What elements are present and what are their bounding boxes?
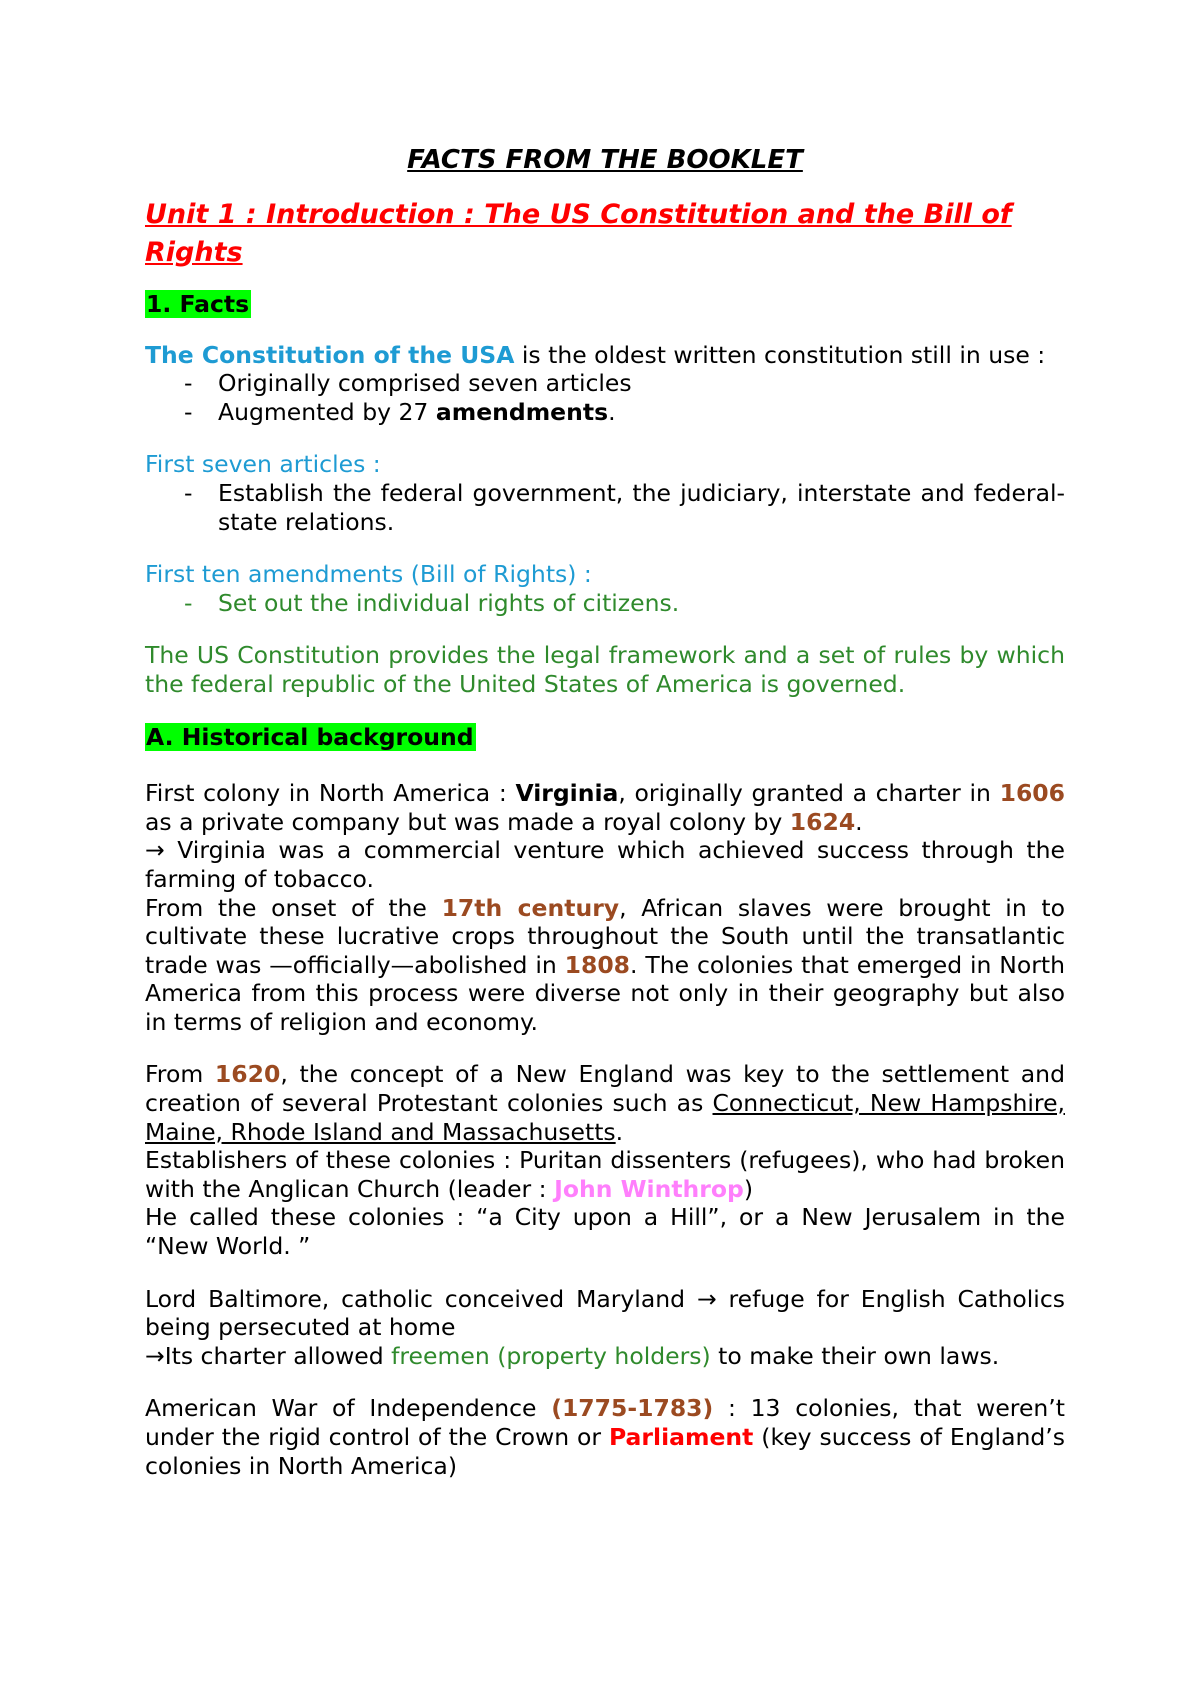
list-item [145,369,1065,398]
slavery-text-1: From the onset of the [145,893,442,922]
war-text-1: American War of Independence [145,1394,552,1423]
parliament-term: Parliament [608,1423,754,1451]
new-england-paragraph [145,1060,1065,1146]
bullet-dash: - [184,369,193,398]
facts-heading: 1. Facts [146,290,250,318]
year-1620: 1620 [214,1060,281,1089]
colonies-list: Connecticut, New Hampshire, Maine, Rhode Island and Massachusetts [145,1089,1065,1146]
slavery-text-3: . The colonies that emerged in North America from this process were diverse not only in their geography but also in terms of religion and economy. [145,950,1066,1036]
tobacco-paragraph: → Virginia was a commercial venture which achieved success through the farming of tobacco. [145,836,1065,893]
establishers-paragraph [145,1146,1065,1203]
ne-text-end: . [615,1117,624,1146]
year-1808: 1808 [564,950,631,979]
war-years: (1775-1783) [551,1394,714,1423]
city-upon-hill-paragraph: He called these colonies : “a City upon a Hill”, or a New Jerusalem in the “New World. ” [145,1203,1065,1261]
bullet-dash: - [184,397,193,426]
virginia-text-end: . [855,807,863,836]
document-title: FACTS FROM THE BOOKLET [407,145,803,175]
amendments-bullets [145,589,1065,618]
constitution-bullets [145,369,1065,426]
century-17th: 17th century [441,893,620,922]
ne-text-1: From [145,1060,215,1089]
ne-text-2: , the concept of a New England was key to the settlement and creation of several Protestant colonies such as [145,1060,1065,1118]
articles-label: First seven articles : [145,450,381,479]
list-item [145,398,1065,427]
articles-bullets [145,479,1065,536]
year-1624: 1624 [789,807,856,836]
constitution-paragraph [145,341,1065,370]
war-text-2: : 13 colonies, that weren’t under the rigid control of the Crown or [145,1394,1065,1451]
bullet-text: Establish the federal government, the judiciary, interstate and federal-state relations. [218,478,1065,536]
list-item [145,589,1065,618]
bullet-text-end: . [608,397,616,426]
charter-paragraph [145,1342,1065,1371]
bullet-dash: - [184,478,193,507]
amendments-label: First ten amendments (Bill of Rights) : [145,560,592,589]
year-1606: 1606 [999,779,1065,808]
john-winthrop: John Winthrop [554,1174,744,1203]
section-a-heading: A. Historical background [146,722,474,751]
charter-text-2: to make their own laws. [710,1341,1000,1370]
virginia-name: Virginia [515,779,619,808]
virginia-paragraph [145,779,1065,836]
war-paragraph [145,1394,1065,1480]
bullet-dash: - [184,588,193,617]
slavery-paragraph [145,894,1065,1037]
slavery-text-2: , African slaves were brought in to cultivate these lucrative crops throughout the South until the transatlantic trade was —officially—abolished in [145,893,1065,979]
freemen-term: freemen (property holders) [391,1341,711,1370]
bullet-text: Originally comprised seven articles [218,369,632,398]
establishers-text-end: ) [743,1174,754,1203]
bullet-text: Set out the individual rights of citizens. [218,588,680,617]
charter-text-1: →Its charter allowed [145,1341,392,1370]
list-item [145,479,1065,536]
section-a-heading-line [145,723,1065,752]
virginia-text-2: , originally granted a charter in [618,779,1000,808]
bullet-text: Augmented by 27 [218,397,436,426]
unit-heading: Unit 1 : Introduction : The US Constitution and the Bill of Rights [145,199,1012,268]
amendments-term: amendments [435,397,609,426]
maryland-paragraph: Lord Baltimore, catholic conceived Maryland → refuge for English Catholics being persecuted at home [145,1284,1065,1342]
document-body [145,140,1065,1480]
war-text-3: (key success of England’s colonies in North America) [145,1423,1065,1480]
establishers-text: Establishers of these colonies : Puritan dissenters (refugees), who had broken with the Anglican Church (leader : [145,1146,1065,1203]
constitution-name: The Constitution of the USA [145,340,515,369]
constitution-text: is the oldest written constitution still in use : [514,340,1046,369]
virginia-text-1: First colony in North America : [145,779,516,808]
summary-paragraph: The US Constitution provides the legal framework and a set of rules by which the federal republic of the United States of America is governed. [145,641,1065,698]
virginia-text-3: as a private company but was made a royal colony by [145,807,790,836]
facts-heading-line [145,290,1065,319]
